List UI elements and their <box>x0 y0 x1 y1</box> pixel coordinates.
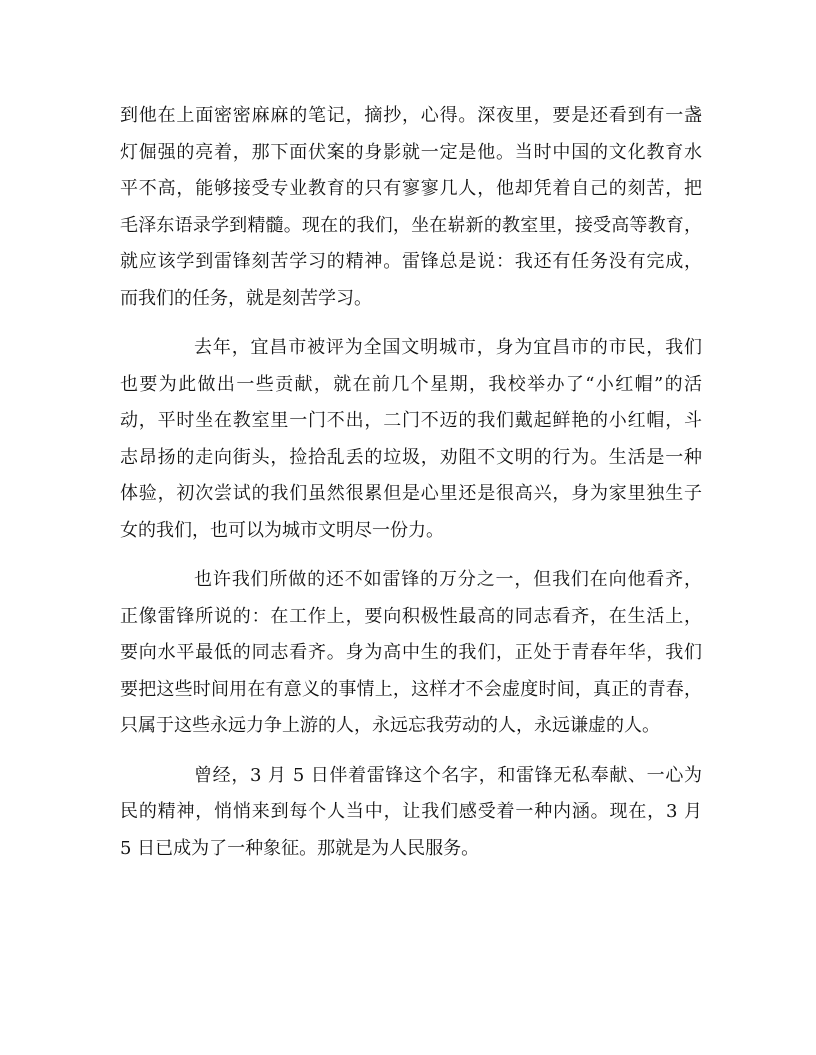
text-line: 民的精神，悄悄来到每个人当中，让我们感受着一种内涵。现在，3 月 <box>120 801 702 822</box>
text-line: 也要为此做出一些贡献，就在前几个星期，我校举办了“小红帽”的活 <box>120 373 702 395</box>
text-line: 灯倔强的亮着，那下面伏案的身影就一定是他。当时中国的文化教育水 <box>120 141 702 163</box>
text-line: 5 日已成为了一种象征。那就是为人民服务。 <box>120 837 480 859</box>
text-line: 只属于这些永远力争上游的人，永远忘我劳动的人，永远谦虚的人。 <box>120 715 660 736</box>
text-line: 要把这些时间用在有意义的事情上，这样才不会虚度时间，真正的青春， <box>120 678 702 700</box>
text-line: 正像雷锋所说的：在工作上，要向积极性最高的同志看齐，在生活上， <box>120 605 702 627</box>
paragraph-3 <box>120 562 702 745</box>
text-line: 就应该学到雷锋刻苦学习的精神。雷锋总是说：我还有任务没有完成， <box>120 251 702 272</box>
text-line: 动，平时坐在教室里一门不出，二门不迈的我们戴起鲜艳的小红帽，斗 <box>120 410 702 431</box>
text-line: 志昂扬的走向街头，捡拾乱丢的垃圾，劝阻不文明的行为。生活是一种 <box>120 446 702 468</box>
text-line: 到他在上面密密麻麻的笔记，摘抄，心得。深夜里，要是还看到有一盏 <box>120 105 702 126</box>
paragraph-1 <box>120 98 702 317</box>
text-line: 平不高，能够接受专业教育的只有寥寥几人，他却凭着自己的刻苦，把 <box>120 178 702 199</box>
text-line: 毛泽东语录学到精髓。现在的我们，坐在崭新的教室里，接受高等教育， <box>120 214 702 236</box>
paragraph-spacer <box>120 549 702 562</box>
text-line: 曾经，3 月 5 日伴着雷锋这个名字，和雷锋无私奉献、一心为 <box>194 764 702 786</box>
paragraph-4 <box>120 758 702 868</box>
paragraph-spacer <box>120 317 702 330</box>
text-line: 要向水平最低的同志看齐。身为高中生的我们，正处于青春年华，我们 <box>120 642 702 663</box>
document-body <box>120 98 702 867</box>
text-line: 体验，初次尝试的我们虽然很累但是心里还是很高兴，身为家里独生子 <box>120 483 702 504</box>
text-line: 也许我们所做的还不如雷锋的万分之一，但我们在向他看齐， <box>194 569 702 590</box>
text-line: 而我们的任务，就是刻苦学习。 <box>120 287 372 309</box>
text-line: 去年，宜昌市被评为全国文明城市，身为宜昌市的市民，我们 <box>194 337 702 358</box>
text-line: 女的我们，也可以为城市文明尽一份力。 <box>120 519 444 541</box>
paragraph-spacer <box>120 745 702 758</box>
paragraph-2 <box>120 330 702 549</box>
